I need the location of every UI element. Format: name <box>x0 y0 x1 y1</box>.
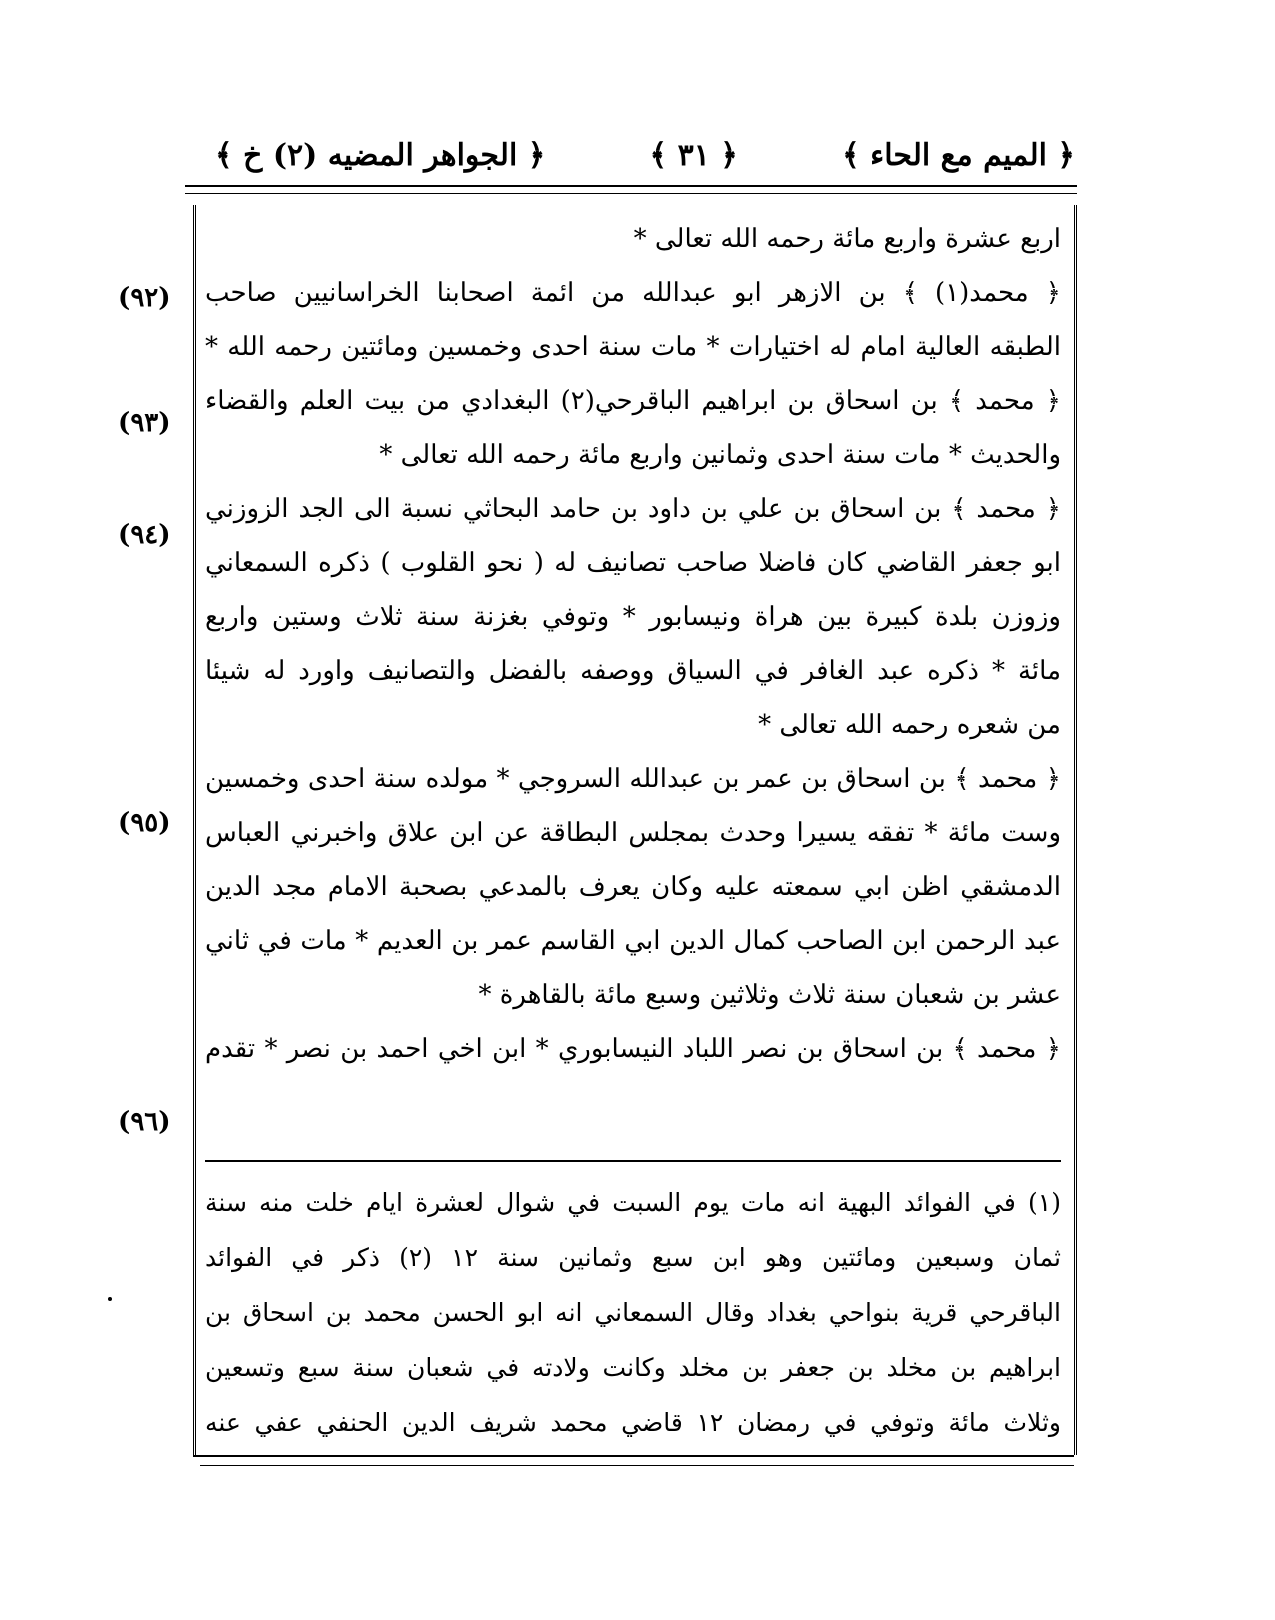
text-line: اربع عشرة واربع مائة رحمه الله تعالى * <box>633 224 1061 254</box>
main-text <box>205 212 1061 1076</box>
text-line: الطبقه العالية امام له اختيارات * مات سنة احدى وخمسين ومائتين رحمه الله * <box>205 332 1061 362</box>
header-rule-bottom <box>185 193 1077 194</box>
footnote-separator <box>205 1160 1061 1162</box>
text-line: مائة * ذكره عبد الغافر في السياق ووصفه بالفضل والتصانيف واورد له شيئا <box>205 656 1061 686</box>
entry-number: (٩٥) <box>118 808 171 838</box>
header-page-number: ﴿ ٣١ ﴾ <box>649 137 738 173</box>
footnote-line: وثلاث مائة وتوفي في رمضان ١٢ قاضي محمد شريف الدين الحنفي عفي عنه <box>205 1408 1061 1437</box>
text-line: عشر بن شعبان سنة ثلاث وثلاثين وسبع مائة بالقاهرة * <box>478 980 1061 1010</box>
footnotes <box>205 1175 1061 1450</box>
text-line: والحديث * مات سنة احدى وثمانين واربع مائة رحمه الله تعالى * <box>379 440 1061 470</box>
text-line: وزوزن بلدة كبيرة بين هراة ونيسابور * وتوفي بغزنة سنة ثلاث وستين واربع <box>205 602 1061 632</box>
text-line: الدمشقي اظن ابي سمعته عليه وكان يعرف بالمدعي بصحبة الامام مجد الدين <box>205 872 1061 902</box>
text-line: عبد الرحمن ابن الصاحب كمال الدين ابي القاسم عمر بن العديم * مات في ثاني <box>205 926 1061 956</box>
bottom-rule-2 <box>200 1465 1074 1466</box>
footnote-line: ثمان وسبعين ومائتين وهو ابن سبع وثمانين سنة ١٢ (٢) ذكر في الفوائد <box>205 1243 1061 1272</box>
text-line: ابو جعفر القاضي كان فاضلا صاحب تصانيف له ( نحو القلوب ) ذكره السمعاني <box>205 548 1061 578</box>
footnote-line: الباقرحي قرية بنواحي بغداد وقال السمعاني انه ابو الحسن محمد بن اسحاق بن <box>205 1298 1061 1327</box>
text-line: من شعره رحمه الله تعالى * <box>758 710 1061 740</box>
footnote-line: (١) في الفوائد البهية انه مات يوم السبت في شوال لعشرة ايام خلت منه سنة <box>205 1188 1061 1217</box>
entry-number: (٩٣) <box>118 408 171 438</box>
header-section-title: ﴿ الميم مع الحاء ﴾ <box>842 137 1075 173</box>
entry-number: (٩٦) <box>118 1107 171 1137</box>
running-header <box>215 130 1075 180</box>
text-line: ﴿ محمد ﴾ بن اسحاق بن ابراهيم الباقرحي(٢) البغدادي من بيت العلم والقضاء <box>205 386 1061 416</box>
margin-speck <box>108 1297 112 1301</box>
text-line: ﴿ محمد ﴾ بن اسحاق بن نصر اللباد النيسابوري * ابن اخي احمد بن نصر * تقدم <box>205 1034 1061 1064</box>
text-line: ﴿ محمد ﴾ بن اسحاق بن عمر بن عبدالله السروجي * مولده سنة احدى وخمسين <box>205 764 1061 794</box>
text-line: ﴿ محمد ﴾ بن اسحاق بن علي بن داود بن حامد البحاثي نسبة الى الجد الزوزني <box>205 494 1061 524</box>
entry-number: (٩٤) <box>118 520 171 550</box>
header-book-title: ﴿ الجواهر المضيه (٢) خ ﴾ <box>215 137 546 173</box>
footnote-line: ابراهيم بن مخلد بن جعفر بن مخلد وكانت ولادته في شعبان سنة سبع وتسعين <box>205 1353 1061 1382</box>
header-rule-top <box>185 185 1077 187</box>
text-line: وست مائة * تفقه يسيرا وحدث بمجلس البطاقة عن ابن علاق واخبرني العباس <box>205 818 1061 848</box>
text-line: ﴿ محمد(١) ﴾ بن الازهر ابو عبدالله من ائمة اصحابنا الخراسانيين صاحب <box>205 278 1061 308</box>
entry-number: (٩٢) <box>118 283 171 313</box>
bottom-rule-1 <box>193 1455 1074 1457</box>
